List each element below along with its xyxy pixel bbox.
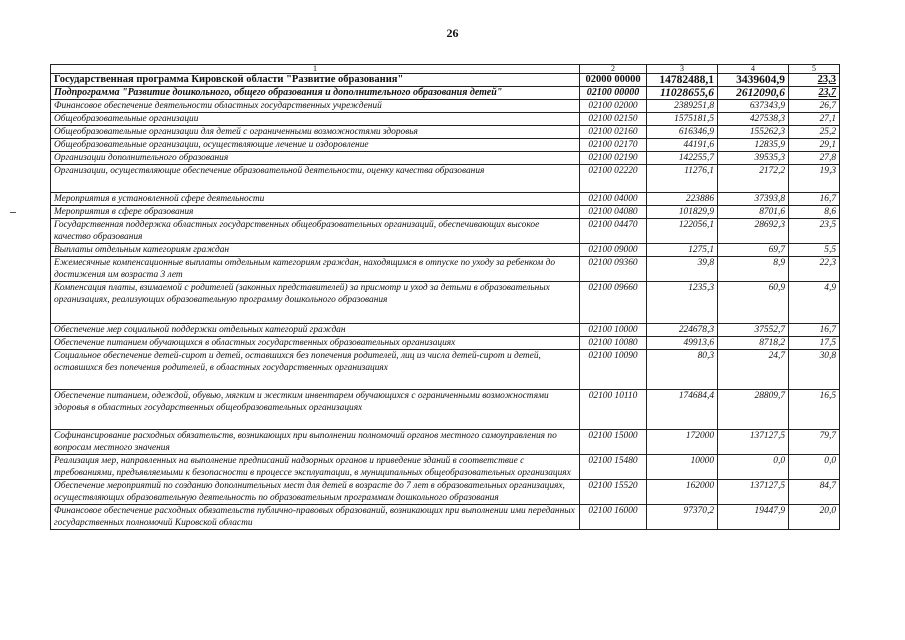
row-plan: 224678,3 [647, 324, 718, 337]
row-plan: 14782488,1 [647, 74, 718, 87]
header-row [51, 65, 840, 74]
row-percent: 20,0 [789, 505, 840, 530]
row-code: 02100 10000 [580, 324, 647, 337]
row-percent: 16,5 [789, 390, 840, 430]
table-row [51, 324, 840, 337]
table-row [51, 390, 840, 430]
row-plan: 1275,1 [647, 244, 718, 257]
row-name: Организации дополнительного образования [51, 152, 580, 165]
row-plan: 97370,2 [647, 505, 718, 530]
margin-mark [10, 212, 16, 213]
table-row [51, 350, 840, 390]
row-plan: 1575181,5 [647, 113, 718, 126]
row-plan: 49913,6 [647, 337, 718, 350]
row-plan: 162000 [647, 480, 718, 505]
row-percent: 19,3 [789, 165, 840, 193]
row-percent: 22,3 [789, 257, 840, 282]
row-plan: 616346,9 [647, 126, 718, 139]
row-plan: 2389251,8 [647, 100, 718, 113]
row-plan: 11028655,6 [647, 87, 718, 100]
row-code: 02100 04080 [580, 206, 647, 219]
row-code: 02100 02170 [580, 139, 647, 152]
table-row [51, 139, 840, 152]
row-plan: 44191,6 [647, 139, 718, 152]
row-plan: 11276,1 [647, 165, 718, 193]
table-row [51, 455, 840, 480]
row-actual: 37552,7 [718, 324, 789, 337]
header-col-2: 2 [580, 65, 647, 74]
row-name: Финансовое обеспечение расходных обязательств публично-правовых образований, возникающих при выполнении ими переданных государственных полномочий Кировской области [51, 505, 580, 530]
row-code: 02100 10090 [580, 350, 647, 390]
row-name: Обеспечение мер социальной поддержки отдельных категорий граждан [51, 324, 580, 337]
row-actual: 8701,6 [718, 206, 789, 219]
row-name: Обеспечение питанием, одеждой, обувью, мягким и жестким инвентарем обучающихся с ограниченными возможностями здоровья в областных государственных общеобразовательных организациях [51, 390, 580, 430]
row-plan: 142255,7 [647, 152, 718, 165]
table-row [51, 165, 840, 193]
row-percent: 5,5 [789, 244, 840, 257]
row-actual: 427538,3 [718, 113, 789, 126]
row-plan: 39,8 [647, 257, 718, 282]
table-row [51, 100, 840, 113]
budget-table [50, 64, 840, 530]
row-percent: 26,7 [789, 100, 840, 113]
table-row [51, 337, 840, 350]
row-percent: 30,8 [789, 350, 840, 390]
row-code: 02100 02160 [580, 126, 647, 139]
row-actual: 637343,9 [718, 100, 789, 113]
row-name: Организации, осуществляющие обеспечение образовательной деятельности, оценку качества образования [51, 165, 580, 193]
row-plan: 1235,3 [647, 282, 718, 324]
row-actual: 39535,3 [718, 152, 789, 165]
row-actual: 69,7 [718, 244, 789, 257]
row-percent: 16,7 [789, 193, 840, 206]
table-row [51, 87, 840, 100]
row-actual: 3439604,9 [718, 74, 789, 87]
table-row [51, 430, 840, 455]
row-code: 02100 09360 [580, 257, 647, 282]
row-actual: 37393,8 [718, 193, 789, 206]
table-row [51, 257, 840, 282]
row-name: Мероприятия в сфере образования [51, 206, 580, 219]
row-percent: 23,3 [789, 74, 840, 87]
table-row [51, 244, 840, 257]
row-code: 02100 09000 [580, 244, 647, 257]
row-actual: 24,7 [718, 350, 789, 390]
row-name: Подпрограмма "Развитие дошкольного, общего образования и дополнительного образования детей" [51, 87, 580, 100]
row-plan: 10000 [647, 455, 718, 480]
row-name: Компенсация платы, взимаемой с родителей (законных представителей) за присмотр и уход за детьми в образовательных организациях, реализующих образовательную программу дошкольного образования [51, 282, 580, 324]
row-code: 02100 10080 [580, 337, 647, 350]
row-plan: 101829,9 [647, 206, 718, 219]
row-code: 02100 15000 [580, 430, 647, 455]
row-actual: 137127,5 [718, 430, 789, 455]
row-name: Финансовое обеспечение деятельности областных государственных учреждений [51, 100, 580, 113]
row-code: 02100 02190 [580, 152, 647, 165]
row-name: Выплаты отдельным категориям граждан [51, 244, 580, 257]
row-name: Общеобразовательные организации, осуществляющие лечение и оздоровление [51, 139, 580, 152]
row-plan: 122056,1 [647, 219, 718, 244]
row-name: Мероприятия в установленной сфере деятельности [51, 193, 580, 206]
row-actual: 155262,3 [718, 126, 789, 139]
row-code: 02100 09660 [580, 282, 647, 324]
row-code: 02000 00000 [580, 74, 647, 87]
row-percent: 0,0 [789, 455, 840, 480]
table-row [51, 74, 840, 87]
row-code: 02100 10110 [580, 390, 647, 430]
row-plan: 172000 [647, 430, 718, 455]
row-name: Реализация мер, направленных на выполнение предписаний надзорных органов и приведение зданий в соответствие с требованиями, предъявляемыми к безопасности в процессе эксплуатации, в муниципальных общеобразовательных организациях [51, 455, 580, 480]
row-name: Общеобразовательные организации [51, 113, 580, 126]
row-percent: 8,6 [789, 206, 840, 219]
row-name: Государственная поддержка областных государственных общеобразовательных организаций, обеспечивающих высокое качество образования [51, 219, 580, 244]
row-code: 02100 15520 [580, 480, 647, 505]
table-row [51, 193, 840, 206]
row-code: 02100 16000 [580, 505, 647, 530]
row-actual: 0,0 [718, 455, 789, 480]
table-row [51, 282, 840, 324]
table-row [51, 113, 840, 126]
header-col-4: 4 [718, 65, 789, 74]
header-col-1: 1 [51, 65, 580, 74]
row-percent: 27,1 [789, 113, 840, 126]
row-code: 02100 02220 [580, 165, 647, 193]
row-actual: 19447,9 [718, 505, 789, 530]
row-percent: 4,9 [789, 282, 840, 324]
row-name: Обеспечение питанием обучающихся в областных государственных образовательных организациях [51, 337, 580, 350]
row-percent: 17,5 [789, 337, 840, 350]
row-actual: 8718,2 [718, 337, 789, 350]
row-percent: 29,1 [789, 139, 840, 152]
page-number: 26 [446, 26, 459, 40]
row-percent: 79,7 [789, 430, 840, 455]
row-actual: 28692,3 [718, 219, 789, 244]
row-percent: 16,7 [789, 324, 840, 337]
row-name: Обеспечение мероприятий по созданию дополнительных мест для детей в возрасте до 7 лет в образовательных организациях, осуществляющих образовательную деятельность по образовательным программам дошкольного образования [51, 480, 580, 505]
row-name: Софинансирование расходных обязательств, возникающих при выполнении полномочий органов местного самоуправления по вопросам местного значения [51, 430, 580, 455]
row-actual: 2172,2 [718, 165, 789, 193]
row-percent: 23,7 [789, 87, 840, 100]
row-code: 02100 02000 [580, 100, 647, 113]
row-actual: 137127,5 [718, 480, 789, 505]
row-name: Государственная программа Кировской области "Развитие образования" [51, 74, 580, 87]
table-row [51, 505, 840, 530]
row-code: 02100 04470 [580, 219, 647, 244]
row-actual: 2612090,6 [718, 87, 789, 100]
row-code: 02100 04000 [580, 193, 647, 206]
row-actual: 60,9 [718, 282, 789, 324]
row-actual: 8,9 [718, 257, 789, 282]
table-row [51, 206, 840, 219]
row-plan: 80,3 [647, 350, 718, 390]
row-name: Социальное обеспечение детей-сирот и детей, оставшихся без попечения родителей, лиц из числа детей-сирот и детей, оставшихся без попечения родителей, в областных государственных организациях [51, 350, 580, 390]
row-actual: 28809,7 [718, 390, 789, 430]
row-plan: 174684,4 [647, 390, 718, 430]
row-name: Общеобразовательные организации для детей с ограниченными возможностями здоровья [51, 126, 580, 139]
row-code: 02100 00000 [580, 87, 647, 100]
table-row [51, 152, 840, 165]
table-row [51, 480, 840, 505]
row-percent: 23,5 [789, 219, 840, 244]
row-name: Ежемесячные компенсационные выплаты отдельным категориям граждан, находящимся в отпуске по уходу за ребенком до достижения им возраста 3 лет [51, 257, 580, 282]
row-actual: 12835,9 [718, 139, 789, 152]
row-code: 02100 15480 [580, 455, 647, 480]
header-col-5: 5 [789, 65, 840, 74]
row-percent: 25,2 [789, 126, 840, 139]
table-row [51, 219, 840, 244]
table-row [51, 126, 840, 139]
row-code: 02100 02150 [580, 113, 647, 126]
row-percent: 84,7 [789, 480, 840, 505]
header-col-3: 3 [647, 65, 718, 74]
row-percent: 27,8 [789, 152, 840, 165]
row-plan: 223886 [647, 193, 718, 206]
